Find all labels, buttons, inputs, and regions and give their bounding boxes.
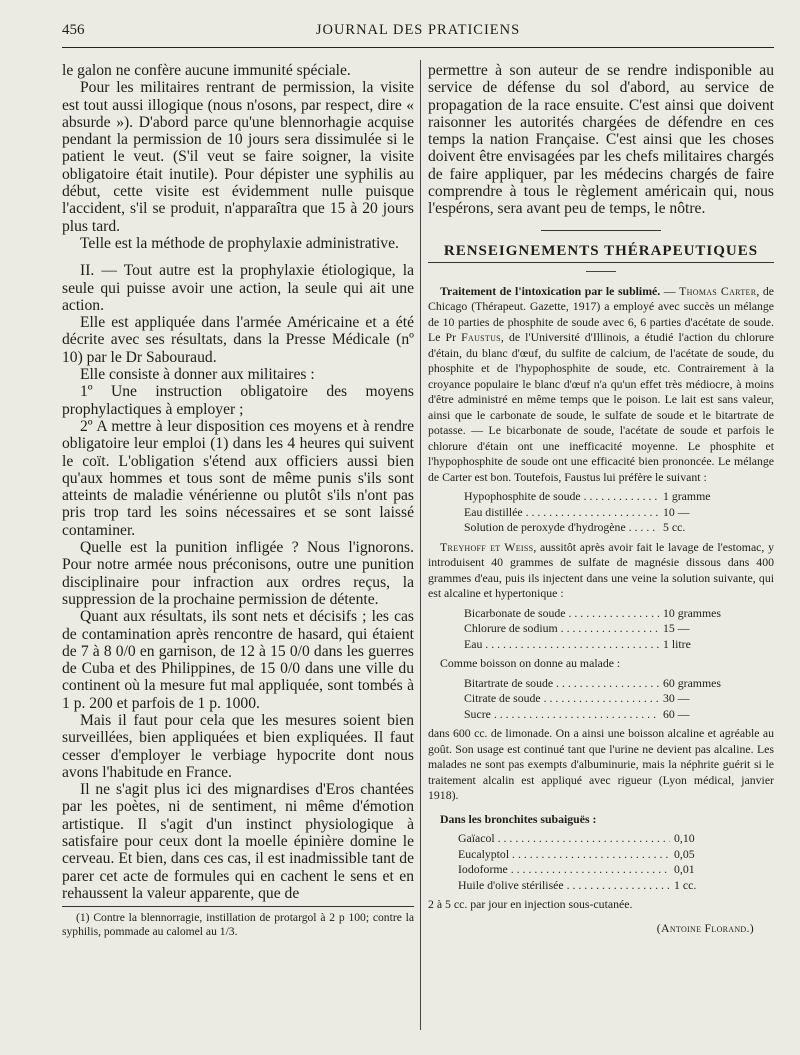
quantity: 5 cc. <box>663 520 686 535</box>
section-title: RENSEIGNEMENTS THÉRAPEUTIQUES <box>428 243 774 263</box>
ingredient: Solution de peroxyde d'hydrogène . . . <box>464 520 659 536</box>
ingredient: Bicarbonate de soude . . . <box>464 606 659 622</box>
formula-row <box>464 707 739 723</box>
article-text: , de l'Université d'Illinois, a étudié l'action du chlorure d'étain, du blanc d'œuf, du sulfite de calcium, de l'acétate de soude, du phosphite et de l'hypophosphite de soude, etc. Contrairement à la croyance populaire le blanc d'œuf n'a qu'un effet très médiocre, à moins d'être administré en même temps que le poison. Le lait est sans valeur, ainsi que le carbonate de soude, le sulfate de soude et le bitartrate de potasse. — Le bicarbonate de soude, l'acétate de soude et parfois le chlorure d'étain ont une inefficacité moyenne. Le phosphite et l'hypophosphite de soude ont une efficacité bien prononcée. Le mélange de Carter est bon. Toutefois, Faustus lui préfère le suivant : <box>428 330 774 484</box>
article-paragraph: Traitement de l'intoxication par le sublimé. — Thomas Carter, de Chicago (Thérapeut. Gazette, 1917) a employé avec succès un mélange de 10 parties de phosphite de soude avec 6, 6 parties d'acétate de soude. Le Pr Faustus, de l'Université d'Illinois, a étudié l'action du chlorure d'étain, du blanc d'œuf, du sulfite de calcium, de l'acétate de soude, du phosphite et de l'hypophosphite de soude, etc. Contrairement à la croyance populaire le blanc d'œuf n'a qu'un effet très médiocre, à moins d'être administré en même temps que le poison. Le lait est sans valeur, ainsi que le carbonate de soude, le sulfate de soude et le bitartrate de potasse. — Le bicarbonate de soude, l'acétate de soude et parfois le chlorure d'étain ont une inefficacité moyenne. Le phosphite et l'hypophosphite de soude ont une efficacité bien prononcée. Le mélange de Carter est bon. Toutefois, Faustus lui préfère le suivant : <box>428 283 774 484</box>
quantity: 1 cc. <box>674 877 697 892</box>
paragraph: Quelle est la punition infligée ? Nous l'ignorons. Pour notre armée nous préconisons, outre une punition disciplinaire pour infraction aux ordres reçus, la suppression de la prochaine permission de détente. <box>62 539 414 608</box>
article-heading: Traitement de l'intoxication par le sublimé. <box>440 283 661 298</box>
paragraph: Mais il faut pour cela que les mesures soient bien surveillées, bien appliquées et bien expliquées. Il faut cesser d'employer le verbiage hypocrite dont nous avons l'habitude en France. <box>62 711 414 781</box>
formula-row <box>464 621 739 637</box>
author-name: Thomas Carter <box>679 283 757 298</box>
article-paragraph: dans 600 cc. de limonade. On a ainsi une boisson alcaline et agréable au goût. Son usage est continué tant que l'urine ne devient pas alcaline. Les malades ne sont pas exempts d'albuminurie, mais la néphrite guérit si le traitement alcalin est appliqué avec rigueur (Lyon médical, janvier 1918). <box>428 726 774 803</box>
formula <box>464 676 774 723</box>
paragraph: 2º A mettre à leur disposition ces moyens et à rendre obligatoire leur emploi (1) dans les 4 heures qui suivent le coït. L'obligation s'étend aux officiers aussi bien qu'aux hommes et tous sont de même punis s'ils sont atteints de maladie vénérienne ou plutôt s'ils n'ont pas pris trop tard les soins nécessaires et se sont laissé contaminer. <box>62 417 414 539</box>
quantity: 60 grammes <box>663 675 721 690</box>
formula-row <box>464 520 739 536</box>
paragraph: Pour les militaires rentrant de permission, la visite est tout aussi illogique (nous n'osons, par respect, dire « absurde »). D'abord parce qu'une blennorhagie acquise pendant la permission de 10 jours sera dissimulée si le patient le veut. (S'il veut se faire soigner, la visite obligatoire était inutile). Pour dépister une syphilis au début, cette visite est évidemment nulle puisque l'accident, s'il se produit, n'apparaîtra que 15 à 20 jours plus tard. <box>62 79 414 235</box>
formula-row <box>458 831 728 847</box>
continuation-paragraph: permettre à son auteur de se rendre indisponible au service de défense du sol d'abord, au service de propagation de la race ensuite. C'est ainsi que doivent raisonner les autorités chargées de défendre en ces temps la nation Française. C'est ainsi que les choses doivent être envisagées par les chefs militaires chargés de faire appliquer, par les médecins chargés de faire comprendre à tous le règlement américain qui, nous l'espérons, sera avant peu de temps, le nôtre. <box>428 62 774 218</box>
paragraph: Elle est appliquée dans l'armée Américaine et a été décrite avec ses résultats, dans la Presse Médicale (nº 10) par le Dr Sabouraud. <box>62 314 414 366</box>
quantity: 0,01 <box>674 862 695 877</box>
quantity: 60 — <box>663 706 690 721</box>
quantity: 15 — <box>663 621 690 636</box>
ingredient: Bitartrate de soude . . . <box>464 676 659 692</box>
ingredient: Eau distillée . . . <box>464 505 659 521</box>
bronchitis-heading <box>428 812 774 828</box>
signature: (Antoine Florand.) <box>656 920 754 935</box>
formula <box>464 606 774 653</box>
paragraph: Elle consiste à donner aux militaires : <box>80 366 315 384</box>
quantity: 1 gramme <box>663 489 711 504</box>
quantity: 10 grammes <box>663 605 721 620</box>
article-text: , aussitôt après avoir fait le lavage de l'estomac, y introduisent 40 grammes de sulfate de magnésie dissous dans 400 grammes d'eau, puis ils injectent dans une veine la solution suivante, qui est alcaline et hypertonique : <box>428 539 774 601</box>
ingredient: Eau . . . <box>464 637 659 653</box>
formula-row <box>464 637 739 653</box>
ingredient: Huile d'olive stérilisée . . . <box>458 878 670 894</box>
article-paragraph <box>428 540 774 602</box>
quantity: 0,05 <box>674 846 695 861</box>
quantity: 10 — <box>663 504 690 519</box>
formula <box>458 831 774 893</box>
paragraph: Quant aux résultats, ils sont nets et décisifs ; les cas de contamination après rencontre de hasard, qui étaient de 7 à 8 0/0 en garnison, de 12 à 15 0/0 dans les guerres de Cuba et des Philippines, de 15 0/0 dans une ville du continent où la mesure fut mal appliquée, sont tombés à 1 p. 200 et parfois de 1 p. 1000. <box>62 608 414 712</box>
title-separator <box>586 271 616 272</box>
paragraph: le galon ne confère aucune immunité spéciale. <box>62 62 351 79</box>
formula-row <box>458 878 728 894</box>
left-column <box>62 62 414 1040</box>
column-divider <box>420 60 421 1030</box>
right-column <box>428 62 774 1040</box>
author-name: Faustus <box>461 330 501 345</box>
ingredient: Chlorure de sodium . . . <box>464 621 659 637</box>
page-number: 456 <box>62 22 85 38</box>
quantity: 1 litre <box>663 636 691 651</box>
formula-row <box>464 676 739 692</box>
author-name: Treyhoff et Weiss <box>440 539 534 554</box>
formula-row <box>458 847 728 863</box>
ingredient: Eucalyptol . . . <box>458 847 670 863</box>
dosage-line: 2 à 5 cc. par jour en injection sous-cutanée. <box>428 897 633 912</box>
formula-row <box>458 862 728 878</box>
ingredient: Citrate de soude . . . <box>464 691 659 707</box>
quantity: 30 — <box>663 691 690 706</box>
bronchitis-heading-text: Dans les bronchites subaiguës : <box>440 811 597 826</box>
paragraph: II. — Tout autre est la prophylaxie étiologique, la seule qui puisse avoir une action, la seule qui ait une action. <box>62 262 414 314</box>
quantity: 0,10 <box>674 831 695 846</box>
page-header <box>62 22 774 44</box>
article-paragraph: Comme boisson on donne au malade : <box>440 656 621 671</box>
paragraph: Telle est la méthode de prophylaxie administrative. <box>80 234 399 252</box>
paragraph: Il ne s'agit plus ici des mignardises d'Eros chantées par les poètes, ni de sentiment, ni même d'émotion artistique. Il s'agit d'un instinct physiologique à satisfaire pour ceux dont la moelle épinière domine le cerveau. Et bien, dans ces cas, il est inadmissible tant de parer cet acte de formules qui en cachent le sens et en rehaussent la valeur apparente, que de <box>62 781 414 902</box>
footnote-rule <box>62 906 414 907</box>
ingredient: Iodoforme . . . <box>458 862 670 878</box>
formula-row <box>464 489 739 505</box>
formula-row <box>464 505 739 521</box>
ingredient: Gaïacol . . . <box>458 831 670 847</box>
formula-row <box>464 691 739 707</box>
article-text: de Chicago (Thérapeut. Gazette, 1917) a employé avec succès un mélange de 10 parties de phosphite de soude avec 6, 6 parties d'acétate de soude. Le Pr <box>428 283 774 345</box>
section-separator <box>541 230 661 231</box>
footnote: (1) Contre la blennorragie, instillation de protargol à 2 p 100; contre la syphilis, pommade au calomel au 1/3. <box>62 911 414 939</box>
paragraph: 1º Une instruction obligatoire des moyens prophylactiques à employer ; <box>62 383 414 418</box>
header-rule <box>62 47 774 48</box>
formula-row <box>464 606 739 622</box>
formula <box>464 489 774 536</box>
ingredient: Hypophosphite de soude . . . <box>464 489 659 505</box>
running-title: JOURNAL DES PRATICIENS <box>315 22 521 38</box>
ingredient: Sucre . . . <box>464 707 659 723</box>
